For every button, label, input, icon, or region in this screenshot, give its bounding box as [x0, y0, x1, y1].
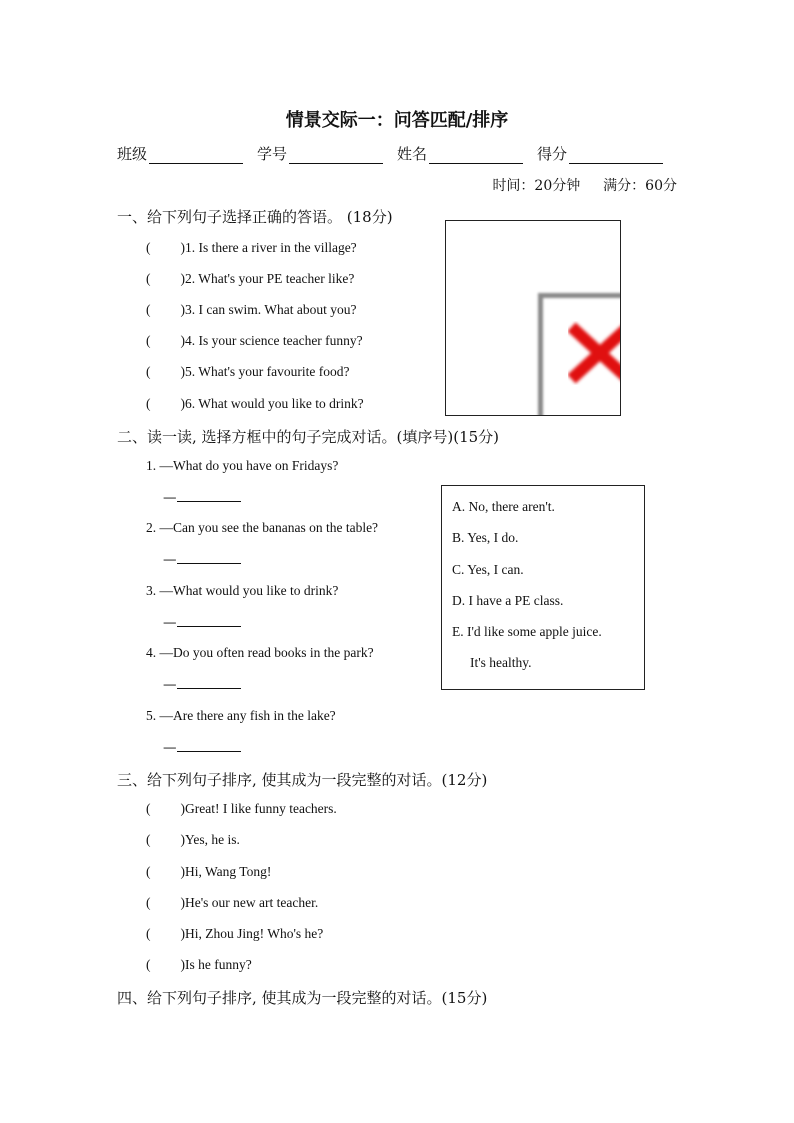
answer-dash: — [163, 740, 177, 756]
section3-line-5: ( )Hi, Zhou Jing! Who's he? [146, 926, 324, 941]
student-id-label: 学号 [257, 145, 288, 163]
option-d: D. I have a PE class. [452, 593, 564, 608]
option-a: A. No, there aren't. [452, 499, 555, 514]
section2-answer-4 [163, 676, 241, 693]
answer-options-box [441, 485, 645, 690]
section2-answer-5 [163, 739, 241, 756]
section2-question-4: 4. —Do you often read books in the park? [146, 645, 374, 660]
answer-blank-4[interactable] [177, 676, 241, 689]
answer-blank-1[interactable] [177, 489, 241, 502]
section2-answer-1 [163, 489, 241, 506]
section2-heading: 二、读一读, 选择方框中的句子完成对话。(填序号)(15分) [117, 428, 500, 446]
section3-line-6: ( )Is he funny? [146, 957, 252, 972]
section1-question-6: ( )6. What would you like to drink? [146, 396, 364, 411]
class-field [117, 143, 243, 164]
option-e-continued: It's healthy. [470, 655, 532, 670]
section4-heading: 四、给下列句子排序, 使其成为一段完整的对话。(15分) [117, 989, 488, 1007]
section1-heading: 一、给下列句子选择正确的答语。 (18分) [117, 208, 393, 226]
score-field [537, 143, 663, 164]
class-label: 班级 [117, 145, 148, 163]
section3-line-4: ( )He's our new art teacher. [146, 895, 319, 910]
section3-line-1: ( )Great! I like funny teachers. [146, 801, 337, 816]
broken-image-x-icon [568, 321, 621, 385]
option-b: B. Yes, I do. [452, 530, 519, 545]
section1-question-3: ( )3. I can swim. What about you? [146, 302, 357, 317]
broken-image-placeholder [445, 220, 621, 416]
answer-blank-3[interactable] [177, 614, 241, 627]
student-id-field [257, 143, 383, 164]
name-label: 姓名 [397, 145, 428, 163]
answer-dash: — [163, 490, 177, 506]
option-c: C. Yes, I can. [452, 562, 524, 577]
option-e: E. I'd like some apple juice. [452, 624, 602, 639]
answer-blank-2[interactable] [177, 551, 241, 564]
name-field [397, 143, 523, 164]
section3-heading: 三、给下列句子排序, 使其成为一段完整的对话。(12分) [117, 771, 488, 789]
section2-question-5: 5. —Are there any fish in the lake? [146, 708, 336, 723]
student-id-blank[interactable] [289, 147, 383, 164]
answer-dash: — [163, 677, 177, 693]
time-limit: 时间：20分钟 [492, 178, 581, 194]
section2-question-3: 3. —What would you like to drink? [146, 583, 339, 598]
section2-answer-2 [163, 551, 241, 568]
name-blank[interactable] [429, 147, 523, 164]
section2-question-2: 2. —Can you see the bananas on the table? [146, 520, 379, 535]
section2-question-1: 1. —What do you have on Fridays? [146, 458, 339, 473]
section1-question-4: ( )4. Is your science teacher funny? [146, 333, 363, 348]
section1-question-2: ( )2. What's your PE teacher like? [146, 271, 355, 286]
section3-line-2: ( )Yes, he is. [146, 832, 240, 847]
class-blank[interactable] [149, 147, 243, 164]
answer-dash: — [163, 615, 177, 631]
section1-question-1: ( )1. Is there a river in the village? [146, 240, 357, 255]
score-blank[interactable] [569, 147, 663, 164]
answer-blank-5[interactable] [177, 739, 241, 752]
answer-dash: — [163, 552, 177, 568]
worksheet-title: 情景交际一：问答匹配/排序 [285, 110, 509, 131]
full-score: 满分：60分 [603, 178, 677, 194]
exam-meta [492, 175, 677, 195]
score-label: 得分 [537, 145, 568, 163]
section2-answer-3 [163, 614, 241, 631]
section1-question-5: ( )5. What's your favourite food? [146, 364, 350, 379]
student-info-row [117, 143, 677, 164]
section3-line-3: ( )Hi, Wang Tong! [146, 864, 272, 879]
